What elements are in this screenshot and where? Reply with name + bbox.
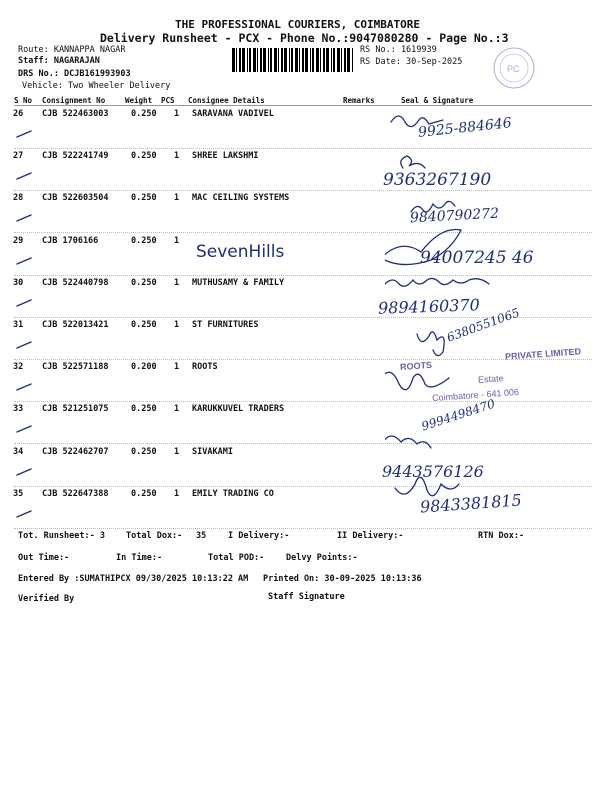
row-weight: 0.200 — [131, 362, 157, 372]
total-dox-label: Total Dox:- — [126, 531, 183, 541]
row-consignee-name: MUTHUSAMY & FAMILY — [192, 278, 285, 288]
col-pcs: PCS — [161, 96, 175, 105]
row-sno: 29 — [13, 236, 24, 246]
drs-number: DRS No.: DCJB161993903 — [18, 69, 131, 79]
row-tick-mark — [16, 425, 32, 433]
row-pcs: 1 — [174, 362, 180, 372]
row-consignee-name: SARAVANA VADIVEL — [192, 109, 274, 119]
row-weight: 0.250 — [131, 109, 157, 119]
row-sno: 33 — [13, 404, 24, 414]
row-tick-mark — [16, 299, 32, 307]
row-tick-mark — [16, 172, 32, 180]
row-consignee-name: KARUKKUVEL TRADERS — [192, 404, 285, 414]
ii-delivery-label: II Delivery:- — [337, 531, 404, 541]
row-pcs: 1 — [174, 320, 180, 330]
handwritten-phone: 9840790272 — [409, 205, 500, 227]
row-weight: 0.250 — [131, 447, 157, 457]
row-divider — [14, 528, 592, 529]
company-title: THE PROFESSIONAL COURIERS, COIMBATORE — [175, 18, 421, 31]
vehicle-label: Vehicle: Two Wheeler Delivery — [22, 81, 171, 91]
row-consignee-name: ROOTS — [192, 362, 218, 372]
handwritten-phone: 9843381815 — [419, 490, 523, 517]
col-seal-signature: Seal & Signature — [401, 96, 474, 105]
row-pcs: 1 — [174, 151, 180, 161]
handwritten-consignee-sevenhills: SevenHills — [196, 242, 285, 262]
total-dox-value: 35 — [196, 531, 207, 541]
row-consignee-name: EMILY TRADING CO — [192, 489, 274, 499]
route-label: Route: KANNAPPA NAGAR — [18, 45, 126, 55]
row-sno: 34 — [13, 447, 24, 457]
handwritten-phone: 9894160370 — [377, 295, 481, 318]
verified-by: Verified By — [18, 594, 75, 604]
entered-by: Entered By :SUMATHIPCX 09/30/2025 10:13:22 AM — [18, 574, 249, 584]
row-consignment-no: CJB 522463003 — [42, 109, 109, 119]
row-consignee-name: SIVAKAMI — [192, 447, 233, 457]
row-pcs: 1 — [174, 447, 180, 457]
row-tick-mark — [16, 257, 32, 265]
handwritten-phone: 94007245 46 — [420, 248, 534, 268]
roots-stamp-line3: Estate — [477, 373, 504, 385]
handwritten-phone: 9363267190 — [383, 170, 492, 190]
col-consignee: Consignee Details — [188, 96, 265, 105]
row-sno: 27 — [13, 151, 24, 161]
rs-date: RS Date: 30-Sep-2025 — [360, 57, 463, 67]
row-pcs: 1 — [174, 404, 180, 414]
printed-on: Printed On: 30-09-2025 10:13:36 — [263, 574, 422, 584]
roots-stamp-line2: PRIVATE LIMITED — [504, 346, 582, 362]
row-sno: 28 — [13, 193, 24, 203]
office-seal-stamp — [492, 46, 536, 90]
row-tick-mark — [16, 341, 32, 349]
row-consignment-no: CJB 522241749 — [42, 151, 109, 161]
row-consignment-no: CJB 522647388 — [42, 489, 109, 499]
handwritten-phone: 9994498470 — [419, 396, 497, 434]
row-consignment-no: CJB 522571188 — [42, 362, 109, 372]
rs-number: RS No.: 1619939 — [360, 45, 437, 55]
row-pcs: 1 — [174, 236, 180, 246]
roots-stamp-line4: Coimbatore - 641 006 — [431, 386, 520, 404]
row-tick-mark — [16, 130, 32, 138]
col-weight: Weight — [125, 96, 153, 105]
row-tick-mark — [16, 383, 32, 391]
row-weight: 0.250 — [131, 278, 157, 288]
row-sno: 32 — [13, 362, 24, 372]
row-sno: 30 — [13, 278, 24, 288]
row-consignment-no: CJB 522603504 — [42, 193, 109, 203]
row-consignment-no: CJB 1706166 — [42, 236, 99, 246]
row-consignee-name: MAC CEILING SYSTEMS — [192, 193, 290, 203]
out-time-label: Out Time:- — [18, 553, 70, 563]
col-sno: S No — [14, 96, 33, 105]
row-weight: 0.250 — [131, 236, 157, 246]
row-sno: 31 — [13, 320, 24, 330]
runsheet-subtitle: Delivery Runsheet - PCX - Phone No.:9047080280 - Page No.:3 — [100, 31, 509, 45]
tot-runsheet: Tot. Runsheet:- 3 — [18, 531, 105, 541]
header-divider — [14, 105, 592, 106]
col-consignment: Consignment No — [42, 96, 106, 105]
row-consignment-no: CJB 522440798 — [42, 278, 109, 288]
handwritten-phone: 9443576126 — [382, 462, 484, 481]
svg-text:PC: PC — [507, 64, 520, 74]
row-weight: 0.250 — [131, 320, 157, 330]
row-consignment-no: CJB 521251075 — [42, 404, 109, 414]
handwritten-phone: 9925-884646 — [417, 115, 513, 141]
row-weight: 0.250 — [131, 193, 157, 203]
row-pcs: 1 — [174, 109, 180, 119]
row-tick-mark — [16, 214, 32, 222]
row-tick-mark — [16, 510, 32, 518]
row-tick-mark — [16, 468, 32, 476]
row-consignment-no: CJB 522013421 — [42, 320, 109, 330]
row-pcs: 1 — [174, 193, 180, 203]
row-consignee-name: ST FURNITURES — [192, 320, 259, 330]
col-remarks: Remarks — [343, 96, 375, 105]
staff-signature: Staff Signature — [268, 592, 345, 602]
row-weight: 0.250 — [131, 404, 157, 414]
row-consignment-no: CJB 522462707 — [42, 447, 109, 457]
row-pcs: 1 — [174, 278, 180, 288]
rtn-dox-label: RTN Dox:- — [478, 531, 525, 541]
handwritten-phone: 6380551065 — [444, 305, 522, 345]
in-time-label: In Time:- — [116, 553, 163, 563]
delvy-points-label: Delvy Points:- — [286, 553, 358, 563]
row-weight: 0.250 — [131, 151, 157, 161]
row-sno: 35 — [13, 489, 24, 499]
roots-stamp-line1: ROOTS — [399, 359, 433, 373]
row-pcs: 1 — [174, 489, 180, 499]
staff-label: Staff: NAGARAJAN — [18, 56, 100, 66]
row-consignee-name: SHREE LAKSHMI — [192, 151, 259, 161]
row-sno: 26 — [13, 109, 24, 119]
total-pod-label: Total POD:- — [208, 553, 265, 563]
barcode-image — [232, 48, 354, 72]
i-delivery-label: I Delivery:- — [228, 531, 290, 541]
row-weight: 0.250 — [131, 489, 157, 499]
